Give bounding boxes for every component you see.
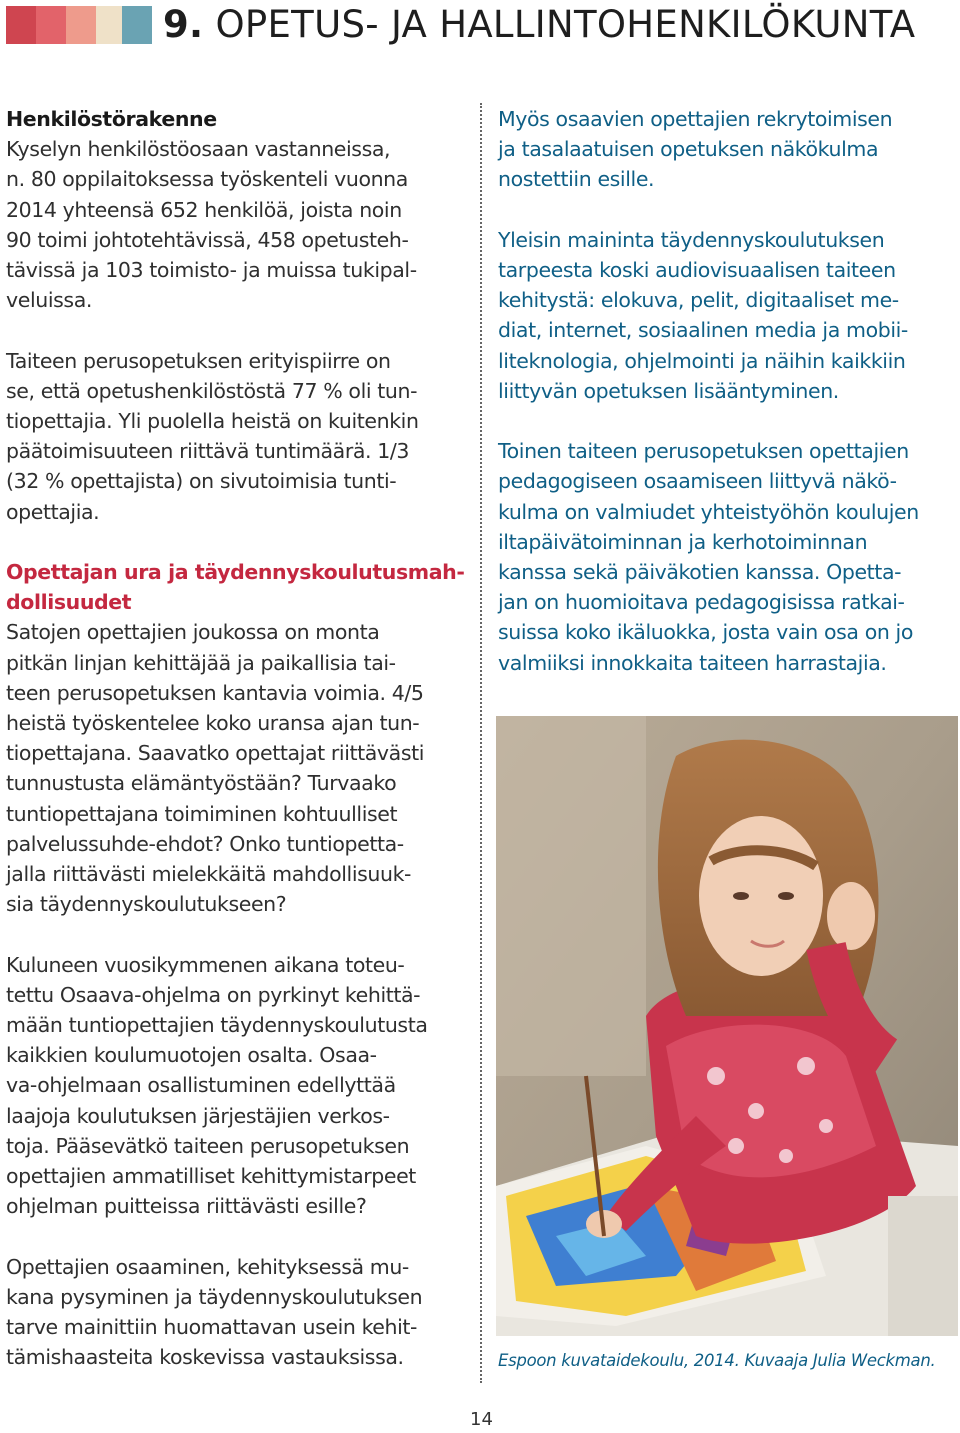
text-line: n. 80 oppilaitoksessa työskenteli vuonna — [6, 167, 408, 192]
text-line: sia täydennyskoulutukseen? — [6, 892, 287, 917]
text-line: Opettajan ura ja täydennyskoulutusmah- — [6, 560, 465, 585]
text-line: valmiiksi innokkaita taiteen harrastajia. — [498, 650, 887, 675]
chapter-header — [0, 0, 960, 50]
text-line: heistä työskentelee koko uransa ajan tun- — [6, 711, 420, 736]
text-line: Satojen opettajien joukossa on monta — [6, 620, 380, 645]
color-swatch — [66, 6, 96, 44]
text-line: laajoja koulutuksen järjestäjien verkos- — [6, 1103, 390, 1128]
text-line: kanssa sekä päiväkotien kanssa. Opetta- — [498, 560, 902, 585]
left-column — [6, 104, 464, 1372]
section-heading-henkilostorakenne: Henkilöstörakenne — [6, 107, 217, 131]
color-swatch — [36, 6, 66, 44]
paragraph-osaaminen — [6, 1252, 464, 1373]
text-line: (32 % opettajista) on sivutoimisia tunti- — [6, 469, 397, 494]
text-line: pedagogiseen osaamiseen liittyvä näkö- — [498, 469, 897, 494]
text-line: mään tuntiopettajien täydennyskoulutusta — [6, 1013, 428, 1038]
text-line: va-ohjelmaan osallistuminen edellyttää — [6, 1073, 396, 1098]
paragraph-ura — [6, 617, 464, 919]
paragraph-rekrytointi — [498, 104, 919, 195]
text-line: Kyselyn henkilöstöosaan vastanneissa, — [6, 137, 391, 162]
text-line: tettu Osaava-ohjelma on pyrkinyt kehittä- — [6, 982, 421, 1007]
color-swatch — [122, 6, 152, 44]
text-line: tävissä ja 103 toimisto- ja muissa tukipal- — [6, 258, 417, 283]
text-line: toja. Pääsevätkö taiteen perusopetuksen — [6, 1133, 410, 1158]
text-line: Yleisin maininta täydennyskoulutuksen — [498, 227, 885, 252]
text-line: diat, internet, sosiaalinen media ja mobii- — [498, 318, 908, 343]
text-line: tiopettajana. Saavatko opettajat riittävästi — [6, 741, 425, 766]
text-line: tuntiopettajana toimiminen kohtuulliset — [6, 801, 398, 826]
text-line: kehitystä: elokuva, pelit, digitaaliset me- — [498, 288, 899, 313]
chapter-title-text: OPETUS- JA HALLINTOHENKILÖKUNTA — [215, 3, 916, 46]
text-line: liteknologia, ohjelmointi ja näihin kaikkiin — [498, 348, 906, 373]
text-line: Taiteen perusopetuksen erityispiirre on — [6, 348, 391, 373]
color-swatch — [6, 6, 36, 44]
right-column — [498, 104, 919, 678]
text-line: pitkän linjan kehittäjää ja paikallisia tai- — [6, 650, 396, 675]
text-line: dollisuudet — [6, 590, 132, 615]
text-line: tämishaasteita koskevissa vastauksissa. — [6, 1345, 404, 1370]
text-line: kaikkien koulumuotojen osalta. Osaa- — [6, 1043, 377, 1068]
text-line: opettajia. — [6, 499, 100, 524]
text-line: teen perusopetuksen kantavia voimia. 4/5 — [6, 680, 424, 705]
text-line: tarpeesta koski audiovisuaalisen taiteen — [498, 258, 896, 282]
text-line: suissa koko ikäluokka, josta vain osa on jo — [498, 620, 913, 645]
text-line: 90 toimi johtotehtävissä, 458 opetusteh- — [6, 227, 409, 252]
text-line: tarve mainittiin huomattavan usein kehit- — [6, 1315, 418, 1340]
text-line: tunnustusta elämäntyöstään? Turvaako — [6, 771, 397, 796]
paragraph-yhteistyo — [498, 436, 919, 678]
text-line: opettajien ammatilliset kehittymistarpeet — [6, 1164, 416, 1189]
text-line: Kuluneen vuosikymmenen aikana toteu- — [6, 952, 405, 977]
text-line: Myös osaavien opettajien rekrytoimisen — [498, 107, 893, 131]
paragraph-osaava-ohjelma — [6, 950, 464, 1222]
paragraph-henkilostorakenne — [6, 134, 464, 315]
color-swatch — [96, 6, 122, 44]
text-line: 2014 yhteensä 652 henkilöä, joista noin — [6, 197, 402, 222]
photo-girl-painting — [496, 716, 958, 1336]
text-line: kulma on valmiudet yhteistyöhön koulujen — [498, 499, 919, 524]
chapter-number: 9. — [163, 3, 204, 46]
text-line: nostettiin esille. — [498, 167, 655, 192]
text-line: ja tasalaatuisen opetuksen näkökulma — [498, 137, 879, 162]
text-line: päätoimisuuteen riittävä tuntimäärä. 1/3 — [6, 439, 410, 464]
text-line: Opettajien osaaminen, kehityksessä mu- — [6, 1254, 409, 1279]
page-number: 14 — [470, 1409, 493, 1430]
photo-caption: Espoon kuvataidekoulu, 2014. Kuvaaja Julia Weckman. — [498, 1351, 936, 1370]
text-line: jan on huomioitava pedagogisissa ratkai- — [498, 590, 905, 615]
text-line: liittyvän opetuksen lisääntyminen. — [498, 378, 839, 403]
text-line: veluissa. — [6, 288, 92, 313]
text-line: iltapäivätoiminnan ja kerhotoiminnan — [498, 529, 868, 554]
text-line: se, että opetushenkilöstöstä 77 % oli tun- — [6, 378, 418, 403]
section-heading-ura — [6, 557, 464, 617]
column-divider — [480, 103, 482, 1383]
paragraph-erityispiirre — [6, 346, 464, 527]
text-line: ohjelman puitteissa riittävästi esille? — [6, 1194, 367, 1219]
text-line: palvelussuhde-ehdot? Onko tuntiopetta- — [6, 831, 404, 856]
text-line: kana pysyminen ja täydennyskoulutuksen — [6, 1284, 423, 1309]
text-line: jalla riittävästi mielekkäitä mahdollisuuk- — [6, 862, 412, 887]
chapter-title — [163, 2, 915, 48]
paragraph-audiovisuaalinen — [498, 225, 919, 406]
text-line: tiopettajia. Yli puolella heistä on kuitenkin — [6, 409, 419, 434]
text-line: Toinen taiteen perusopetuksen opettajien — [498, 439, 909, 464]
